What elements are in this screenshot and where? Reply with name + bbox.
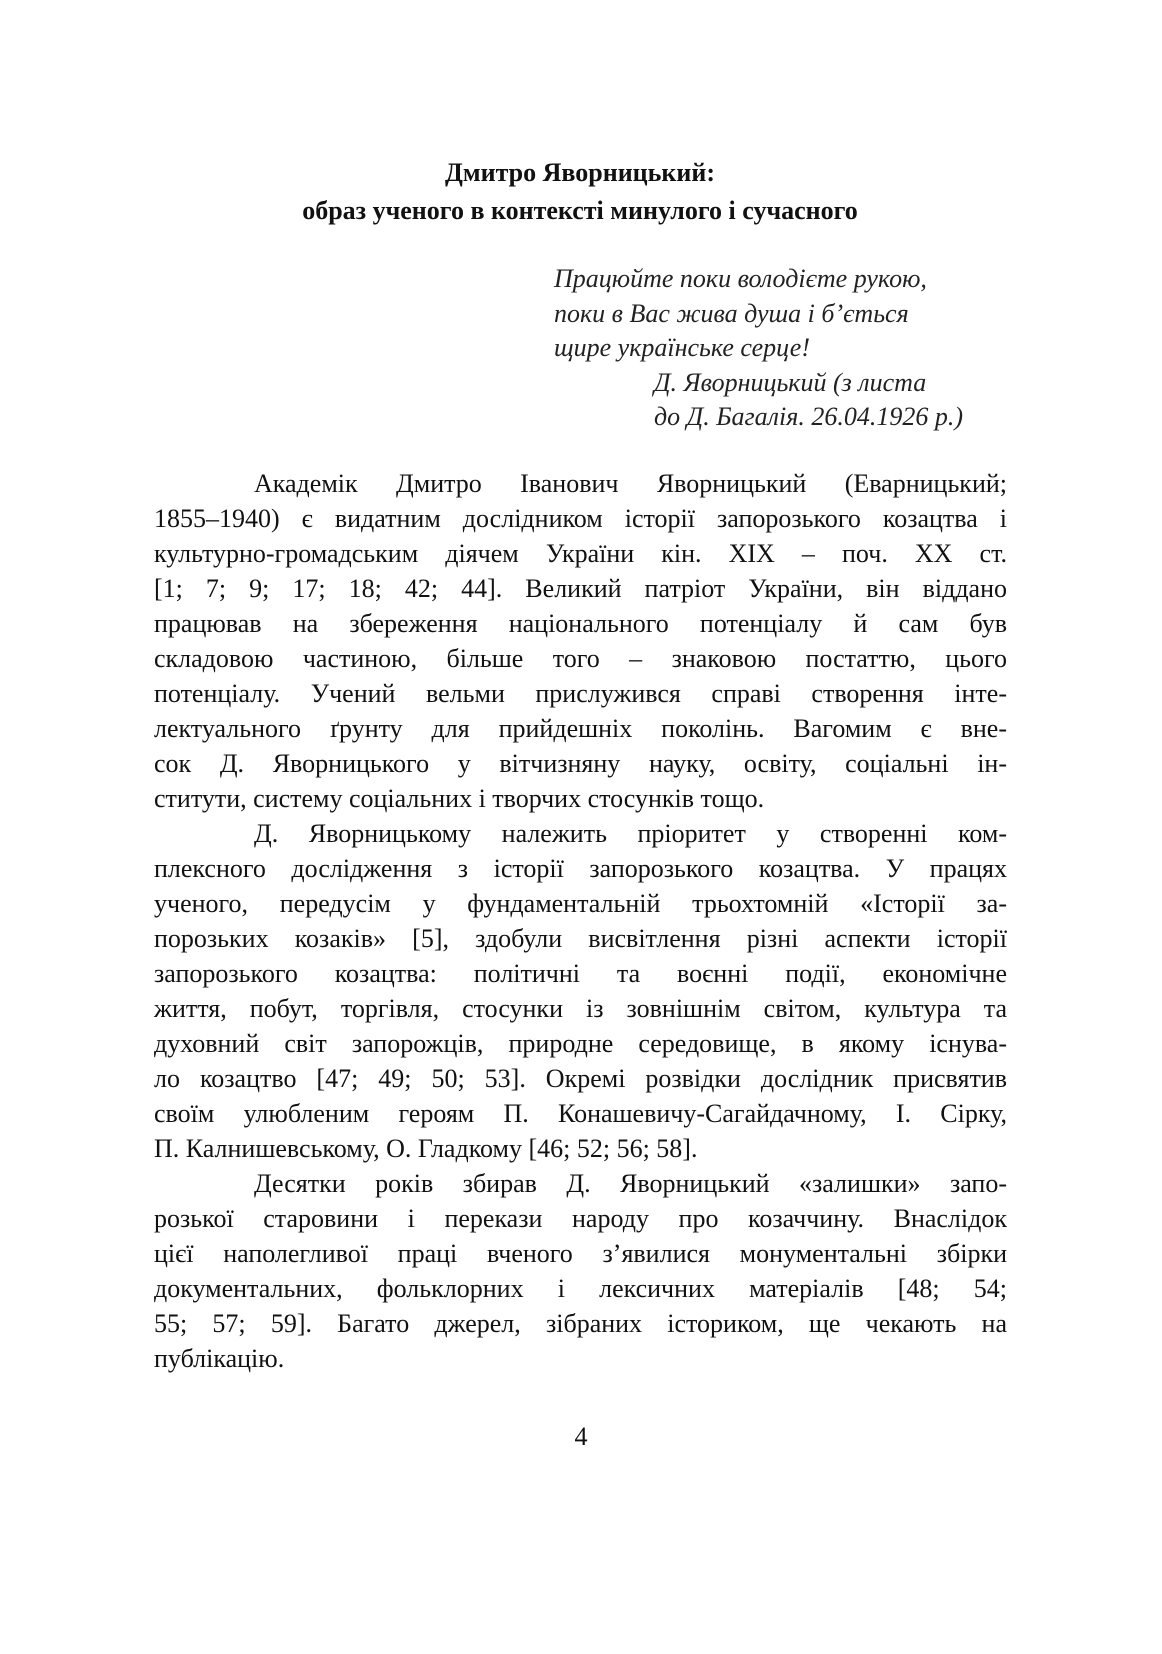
paragraph-line: порозьких козаків» [5], здобули висвітлення різні аспекти історії	[154, 924, 1007, 953]
paragraph-line: життя, побут, торгівля, стосунки із зовнішнім світом, культура та	[154, 994, 1007, 1023]
paragraph-line: П. Калнишевському, О. Гладкому [46; 52; 56; 58].	[154, 1134, 698, 1163]
paragraph-line: культурно-громадським діячем України кін. XIX – поч. XX ст.	[154, 539, 1007, 568]
paragraph-line: ученого, передусім у фундаментальній трьохтомній «Історії за-	[154, 889, 1007, 918]
title-line-1: Дмитро Яворницький:	[444, 158, 716, 187]
body-text	[154, 466, 1007, 1376]
paragraph-line: своїм улюбленим героям П. Конашевичу-Сагайдачному, І. Сірку,	[154, 1099, 1007, 1128]
epigraph-source-line-1: Д. Яворницький (з листа	[654, 367, 927, 397]
paragraph-line: ло козацтво [47; 49; 50; 53]. Окремі розвідки дослідник присвятив	[154, 1064, 1007, 1093]
paragraph-line: духовний світ запорожців, природне середовище, в якому існува-	[154, 1029, 1007, 1058]
epigraph-line-1: Працюйте поки володієте рукою,	[554, 264, 927, 293]
paragraph-line: [1; 7; 9; 17; 18; 42; 44]. Великий патріот України, він віддано	[154, 574, 1007, 603]
paragraph-line: складовою частиною, більше того – знаковою постаттю, цього	[154, 644, 1007, 673]
paragraph-line: сок Д. Яворницького у вітчизняну науку, освіту, соціальні ін-	[154, 749, 1007, 778]
paragraph	[154, 816, 1007, 1166]
paragraph-line: плексного дослідження з історії запорозького козацтва. У працях	[154, 854, 1007, 883]
paragraph-line: працював на збереження національного потенціалу й сам був	[154, 609, 1007, 638]
paragraph-line: 1855–1940) є видатним дослідником історії запорозького козацтва і	[154, 504, 1007, 533]
paragraph-line: Академік Дмитро Іванович Яворницький (Еварницький;	[254, 469, 1007, 498]
paragraph-line: потенціалу. Учений вельми прислужився справі створення інте-	[154, 679, 1007, 708]
paragraph	[154, 1166, 1007, 1376]
page-number: 4	[574, 1422, 588, 1451]
paragraph-line: цієї наполегливої праці вченого з’явилися монументальні збірки	[154, 1239, 1007, 1268]
paragraph-line: 55; 57; 59]. Багато джерел, зібраних істориком, ще чекають на	[154, 1309, 1007, 1338]
epigraph-line-2: поки в Вас жива душа і б’ється	[554, 298, 909, 328]
paragraph-line: лектуального ґрунту для прийдешніх поколінь. Вагомим є вне-	[154, 714, 1007, 743]
article-title	[150, 154, 1010, 230]
paragraph-line: публікацію.	[154, 1344, 285, 1373]
epigraph	[554, 262, 1024, 435]
epigraph-source-line-2: до Д. Багалія. 26.04.1926 р.)	[654, 402, 963, 431]
paragraph-line: Д. Яворницькому належить пріоритет у створенні ком-	[254, 819, 1007, 848]
title-line-2: образ ученого в контексті минулого і сучасного	[302, 196, 858, 225]
paragraph-line: документальних, фольклорних і лексичних матеріалів [48; 54;	[154, 1274, 1007, 1303]
paragraph	[154, 466, 1007, 816]
paragraph-line: запорозького козацтва: політичні та воєнні події, економічне	[154, 959, 1007, 988]
paragraph-line: ститути, систему соціальних і творчих стосунків тощо.	[154, 784, 765, 813]
epigraph-line-3: щире українське серце!	[554, 333, 811, 362]
paragraph-line: Десятки років збирав Д. Яворницький «залишки» запо-	[254, 1169, 1007, 1198]
paragraph-line: розької старовини і перекази народу про козаччину. Внаслідок	[154, 1204, 1007, 1233]
